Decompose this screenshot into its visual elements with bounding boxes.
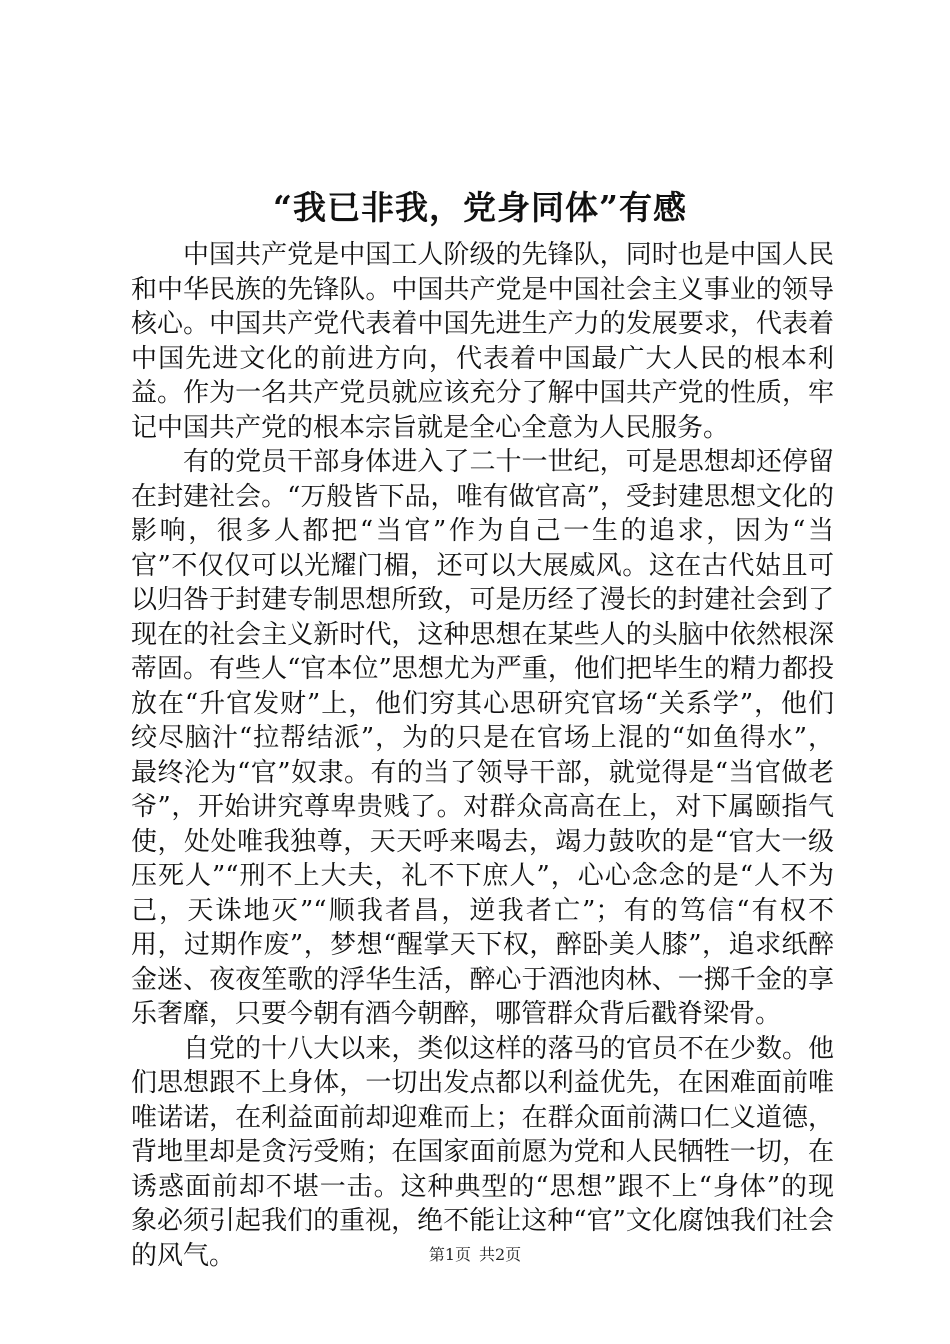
paragraph-3: 自党的十八大以来，类似这样的落马的官员不在少数。他们思想跟不上身体，一切出发点都以利益优先，在困难面前唯唯诺诺，在利益面前却迎难而上；在群众面前满口仁义道德，背地里却是贪污受贿；在国家面前愿为党和人民牺牲一切，在诱惑面前却不堪一击。这种典型的“思想”跟不上“身体”的现象必须引起我们的重视，绝不能让这种“官”文化腐蚀我们社会的风气。 [131,1033,834,1271]
page-footer [0,1244,950,1266]
document-title: “我已非我，党身同体”有感 [273,188,687,227]
page-number: 第1页 [428,1245,471,1264]
document-body [131,238,834,1273]
page-total: 共2页 [479,1245,522,1264]
paragraph-2: 有的党员干部身体进入了二十一世纪，可是思想却还停留在封建社会。“万般皆下品，唯有做官高”，受封建思想文化的影响，很多人都把“当官”作为自己一生的追求，因为“当官”不仅仅可以光耀门楣，还可以大展威风。这在古代姑且可以归咎于封建专制思想所致，可是历经了漫长的封建社会到了现在的社会主义新时代，这种思想在某些人的头脑中依然根深蒂固。有些人“官本位”思想尤为严重，他们把毕生的精力都投放在“升官发财”上，他们穷其心思研究官场“关系学”，他们绞尽脑汁“拉帮结派”，为的只是在官场上混的“如鱼得水”，最终沦为“官”奴隶。有的当了领导干部，就觉得是“当官做老爷”，开始讲究尊卑贵贱了。对群众高高在上，对下属颐指气使，处处唯我独尊，天天呼来喝去，竭力鼓吹的是“官大一级压死人”“刑不上大夫，礼不下庶人”，心心念念的是“人不为己，天诛地灭”“顺我者昌，逆我者亡”；有的笃信“有权不用，过期作废”，梦想“醒掌天下权，醉卧美人膝”，追求纸醉金迷、夜夜笙歌的浮华生活，醉心于酒池肉林、一掷千金的享乐奢靡，只要今朝有酒今朝醉，哪管群众背后戳脊梁骨。 [131,447,834,1029]
paragraph-1: 中国共产党是中国工人阶级的先锋队，同时也是中国人民和中华民族的先锋队。中国共产党是中国社会主义事业的领导核心。中国共产党代表着中国先进生产力的发展要求，代表着中国先进文化的前进方向，代表着中国最广大人民的根本利益。作为一名共产党员就应该充分了解中国共产党的性质，牢记中国共产党的根本宗旨就是全心全意为人民服务。 [131,240,834,443]
